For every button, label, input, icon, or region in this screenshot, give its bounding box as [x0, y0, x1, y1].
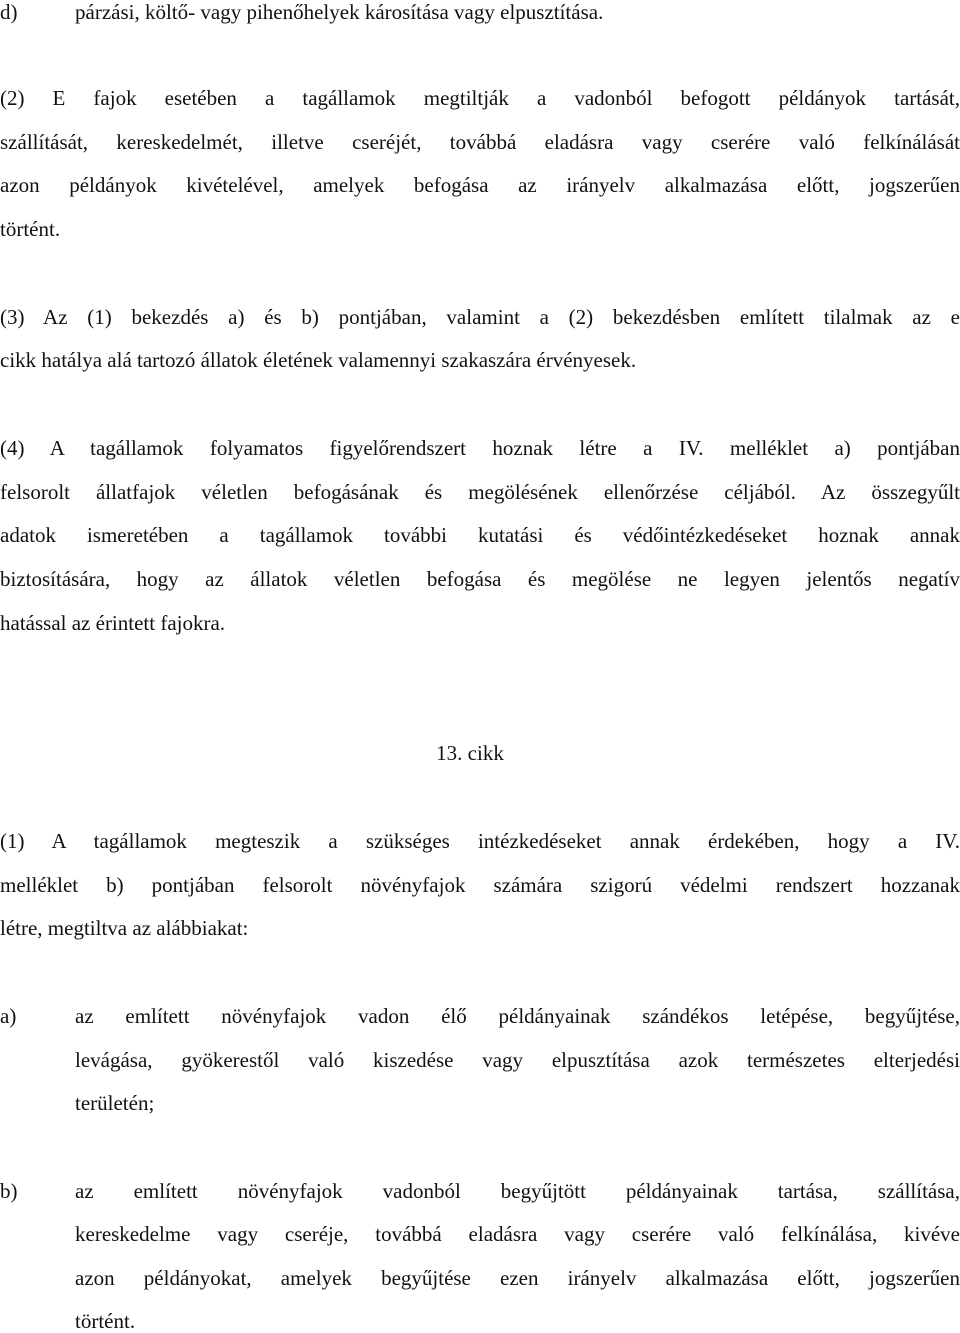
- item-b-line: kereskedelme vagy cseréje, továbbá eladásra vagy cserére való felkínálása, kivéve: [75, 1222, 960, 1246]
- paragraph-4-line: felsorolt állatfajok véletlen befogásának és megölésének ellenőrzése céljából. Az összegyűlt: [0, 480, 960, 504]
- item-d-marker: d): [0, 0, 18, 24]
- item-b-line: az említett növényfajok vadonból begyűjtött példányainak tartása, szállítása,: [75, 1179, 960, 1203]
- article-13-paragraph-1-line: melléklet b) pontjában felsorolt növényfajok számára szigorú védelmi rendszert hozzanak: [0, 873, 960, 897]
- item-a-line: az említett növényfajok vadon élő példányainak szándékos letépése, begyűjtése,: [75, 1004, 960, 1028]
- paragraph-4-line: biztosítására, hogy az állatok véletlen befogása és megölése ne legyen jelentős negatív: [0, 567, 960, 591]
- paragraph-2-line: történt.: [0, 217, 61, 241]
- paragraph-3-line: cikk hatálya alá tartozó állatok életének valamennyi szakaszára érvényesek.: [0, 348, 637, 372]
- item-b-marker: b): [0, 1179, 18, 1203]
- item-a-line: levágása, gyökerestől való kiszedése vagy elpusztítása azok természetes elterjedési: [75, 1048, 960, 1072]
- paragraph-4-line: hatással az érintett fajokra.: [0, 611, 226, 635]
- paragraph-2-line: szállítását, kereskedelmét, illetve cseréjét, továbbá eladásra vagy cserére való felkínálását: [0, 130, 960, 154]
- item-d-text: párzási, költő- vagy pihenőhelyek károsítása vagy elpusztítása.: [75, 0, 604, 24]
- item-b-line: azon példányokat, amelyek begyűjtése ezen irányelv alkalmazása előtt, jogszerűen: [75, 1266, 960, 1290]
- item-a-marker: a): [0, 1004, 17, 1028]
- paragraph-4-line: (4) A tagállamok folyamatos figyelőrendszert hoznak létre a IV. melléklet a) pontjában: [0, 436, 960, 460]
- paragraph-4-line: adatok ismeretében a tagállamok további kutatási és védőintézkedéseket hoznak annak: [0, 523, 960, 547]
- paragraph-2-line: (2) E fajok esetében a tagállamok megtiltják a vadonból befogott példányok tartását,: [0, 86, 960, 110]
- article-heading: 13. cikk: [436, 741, 504, 765]
- article-13-paragraph-1-line: (1) A tagállamok megteszik a szükséges intézkedéseket annak érdekében, hogy a IV.: [0, 829, 960, 853]
- item-a-line: területén;: [75, 1091, 155, 1115]
- article-13-paragraph-1-line: létre, megtiltva az alábbiakat:: [0, 916, 249, 940]
- paragraph-3-line: (3) Az (1) bekezdés a) és b) pontjában, valamint a (2) bekezdésben említett tilalmak az e: [0, 305, 960, 329]
- paragraph-2-line: azon példányok kivételével, amelyek befogása az irányelv alkalmazása előtt, jogszerűen: [0, 173, 960, 197]
- item-b-line: történt.: [75, 1309, 136, 1333]
